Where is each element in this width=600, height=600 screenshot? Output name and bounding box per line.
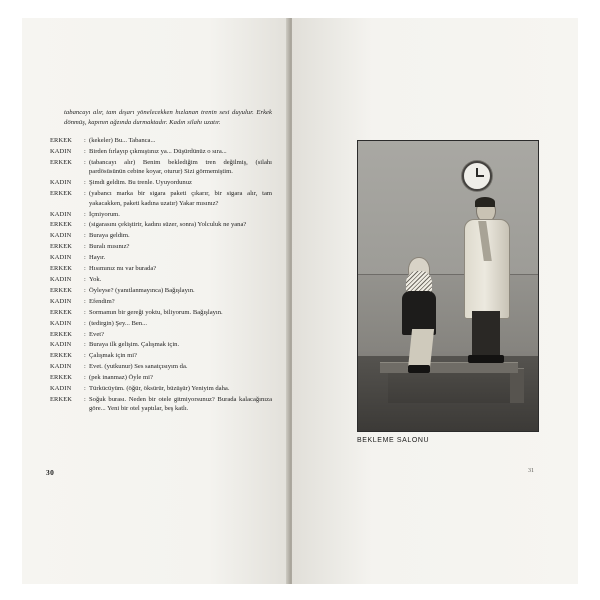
speaker-name: ERKEK [50, 395, 73, 403]
photo-caption: BEKLEME SALONU [357, 437, 430, 444]
speaker-colon: : [84, 179, 86, 187]
speech-text: Buraya geldim. [89, 232, 130, 240]
speech-text: Hısımınız mı var burada? [89, 265, 157, 273]
speech-text: İçmiyorum. [89, 210, 120, 218]
speech-text: (tedirgin) Şey... Ben... [89, 319, 148, 327]
speech-text: Sormamın bir gereği yoktu, biliyorum. Bağışlayın. [89, 308, 223, 316]
speaker-colon: : [84, 352, 86, 360]
dialogue-line [50, 362, 272, 371]
speaker-colon: : [84, 385, 86, 393]
speaker-name: KADIN [50, 319, 72, 327]
dialogue-line [50, 297, 272, 306]
speaker-name: KADIN [50, 275, 72, 283]
speaker-colon: : [84, 159, 86, 166]
speech-text: Hayır. [89, 254, 106, 262]
photo-wall-seam [358, 274, 538, 275]
speaker-name: ERKEK [50, 265, 73, 273]
speaker-colon: : [84, 254, 86, 262]
dialogue-line [50, 373, 272, 382]
woman-shoes [408, 365, 430, 373]
speech-text: Soğuk burası. Neden bir otele gitmiyorsunuz? Burada kalacağınıza göre... Yeni bir otel yaptılar, beş katlı. [89, 395, 272, 413]
dialogue-line [50, 158, 272, 177]
dialogue-line [50, 242, 272, 251]
speech-text: Çalışmak için mi? [89, 352, 137, 360]
speaker-name: ERKEK [50, 352, 73, 360]
dialogue-line [50, 330, 272, 339]
photo-standing-man [462, 199, 510, 371]
speaker-name: KADIN [50, 297, 72, 305]
man-shoes [468, 355, 504, 363]
dialogue-line [50, 231, 272, 240]
dialogue-line [50, 384, 272, 393]
speaker-colon: : [84, 221, 86, 229]
speaker-name: ERKEK [50, 330, 73, 338]
woman-legs [408, 329, 434, 369]
dialogue-line [50, 319, 272, 328]
man-hair [475, 197, 495, 207]
dialogue-line [50, 178, 272, 187]
man-trousers [472, 311, 500, 359]
speaker-colon: : [84, 308, 86, 316]
speaker-colon: : [84, 374, 86, 382]
speech-text: Yok. [89, 275, 102, 283]
dialogue-line [50, 220, 272, 229]
speaker-colon: : [84, 190, 86, 198]
speaker-name: ERKEK [50, 137, 73, 145]
speaker-colon: : [84, 148, 86, 156]
photo-bench-base [388, 373, 510, 403]
dialogue-line [50, 136, 272, 145]
page-number-right: 31 [528, 468, 534, 474]
speaker-name: ERKEK [50, 190, 73, 198]
speaker-colon: : [84, 395, 86, 403]
speaker-colon: : [84, 297, 86, 305]
speaker-colon: : [84, 210, 86, 218]
speaker-name: ERKEK [50, 221, 73, 229]
dialogue-line [50, 275, 272, 284]
photo-wall-upper-band [358, 141, 538, 274]
speech-text: Şimdi geldim. Bu trenle. Uyuyordunuz [89, 179, 192, 187]
speaker-colon: : [84, 363, 86, 371]
speech-text: (yabancı marka bir sigara paketi çıkarır, bir sigara alır, tam yakacakken, paketi kadına uzatır) Yakar mısınız? [89, 190, 272, 207]
speech-text: Türkücüyüm. (öğür, öksürür, büzüşür) Yeniyim daha. [89, 385, 230, 393]
speaker-colon: : [84, 137, 86, 145]
speaker-colon: : [84, 319, 86, 327]
speaker-name: KADIN [50, 210, 72, 218]
speaker-colon: : [84, 341, 86, 349]
speech-text: Efendim? [89, 297, 115, 305]
speaker-name: KADIN [50, 363, 72, 371]
wall-clock-icon [462, 161, 492, 191]
speaker-name: KADIN [50, 385, 72, 393]
dialogue-line [50, 253, 272, 262]
stage-photograph [357, 140, 539, 432]
speaker-colon: : [84, 265, 86, 273]
speaker-name: KADIN [50, 254, 72, 262]
dialogue-line [50, 308, 272, 317]
speech-text: Evet. (yutkunur) Ses sanatçısıyım da. [89, 363, 188, 371]
dialogue-line [50, 395, 272, 414]
speaker-name: ERKEK [50, 286, 73, 294]
speaker-colon: : [84, 232, 86, 240]
stage-direction: tabancayı alır, tam dışarı yönelecekken hızlanan trenin sesi duyulur. Erkek dönmüş, kapının ağzında durmaktadır. Kadın silahı uzatır. [64, 109, 272, 126]
photo-seated-woman [400, 257, 440, 375]
page-number-left: 30 [46, 468, 55, 477]
speaker-colon: : [84, 243, 86, 251]
speech-text: (tabancayı alır) Benim beklediğim tren değilmiş, (silahı pardösüsünün cebine koyar, oturur) Sizi görmemiştim. [89, 159, 272, 176]
dialogue-line [50, 147, 272, 156]
speaker-name: ERKEK [50, 243, 73, 251]
dialogue-line [50, 351, 272, 360]
speech-text: Evet? [89, 330, 105, 338]
dialogue-line [50, 340, 272, 349]
dialogue-line [50, 286, 272, 295]
speaker-colon: : [84, 286, 86, 294]
dialogue-line [50, 189, 272, 208]
speaker-name: KADIN [50, 232, 72, 240]
speech-text: (sigarasını çekiştirir, kadını süzer, sonra) Yolculuk ne yana? [89, 221, 247, 229]
dialogue-line [50, 210, 272, 219]
speaker-colon: : [84, 275, 86, 283]
speech-text: Buraya ilk gelişim. Çalışmak için. [89, 341, 180, 349]
speaker-name: KADIN [50, 179, 72, 187]
speech-text: Buralı mısınız? [89, 243, 130, 251]
dialogue-line [50, 264, 272, 273]
speech-text: (kekeler) Bu... Tabanca... [89, 137, 156, 145]
speaker-name: ERKEK [50, 308, 73, 316]
speaker-name: KADIN [50, 148, 72, 156]
speech-text: (pek inanmaz) Öyle mi? [89, 374, 153, 382]
left-page-text-block [50, 108, 272, 415]
dialogue-list [50, 136, 272, 414]
speech-text: Birden fırlayıp çıkmıştınız ya... Düşürdünüz o sıra... [89, 148, 227, 156]
speaker-name: KADIN [50, 341, 72, 349]
speech-text: Öyleyse? (yanıtlanmayınca) Bağışlayın. [89, 286, 195, 294]
speaker-name: ERKEK [50, 159, 73, 166]
speaker-colon: : [84, 330, 86, 338]
speaker-name: ERKEK [50, 374, 73, 382]
